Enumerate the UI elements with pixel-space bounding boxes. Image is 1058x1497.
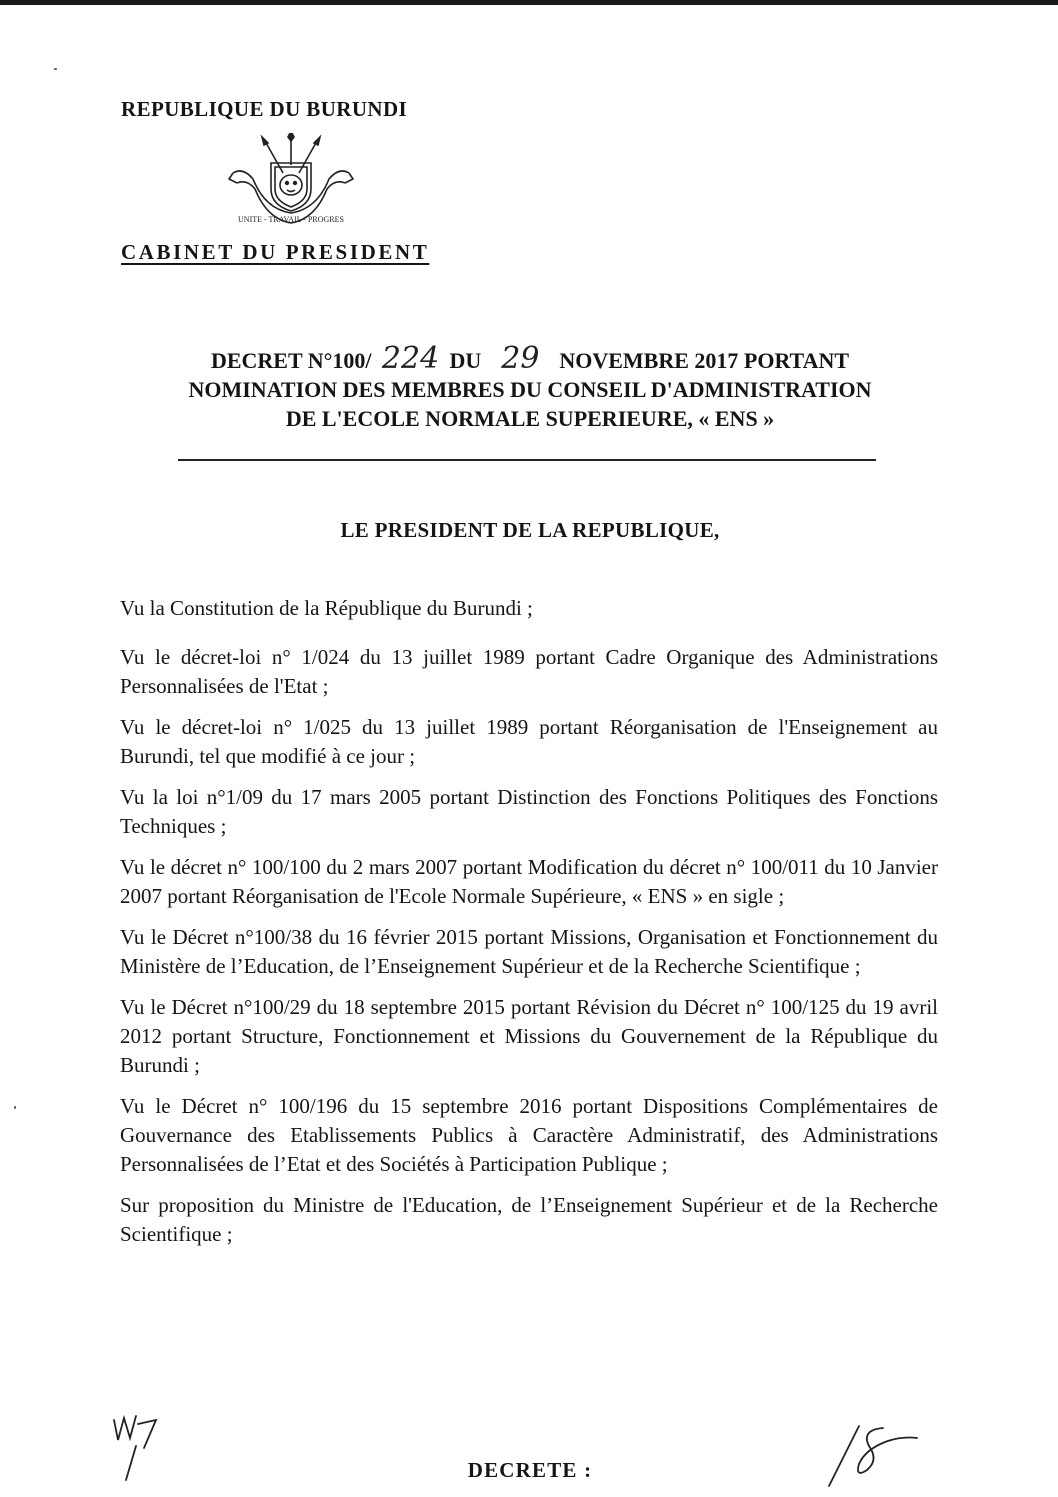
handwritten-decree-number: 224 [381, 341, 440, 376]
decree-prefix: DECRET N°100/ [210, 348, 372, 373]
consideration-paragraph: Vu le décret-loi n° 1/024 du 13 juillet 1989 portant Cadre Organique des Administrations Personnalisées de l'Etat ; [120, 645, 938, 698]
consideration-paragraph: Vu le Décret n°100/29 du 18 septembre 2015 portant Révision du Décret n° 100/125 du 19 avril 2012 portant Structure, Fonctionnement et Missions du Gouvernement de la République du Burundi ; [120, 995, 938, 1077]
decree-title [100, 341, 960, 433]
title-divider [178, 459, 876, 461]
consideration-paragraph: Vu le décret-loi n° 1/025 du 13 juillet 1989 portant Réorganisation de l'Enseignement au Burundi, tel que modifié à ce jour ; [120, 715, 938, 768]
decree-title-line-2: NOMINATION DES MEMBRES DU CONSEIL D'ADMINISTRATION [188, 377, 872, 402]
handwritten-initials-left [110, 1412, 170, 1484]
cabinet-heading: CABINET DU PRESIDENT [121, 240, 430, 264]
scan-top-edge [0, 0, 1058, 5]
handwritten-initials-right [825, 1420, 920, 1490]
decree-title-line-3: DE L'ECOLE NORMALE SUPERIEURE, « ENS » [285, 406, 775, 431]
scan-speck [54, 68, 57, 70]
consideration-paragraph: Vu le Décret n° 100/196 du 15 septembre 2016 portant Dispositions Complémentaires de Gouvernance des Etablissements Publics à Caractère Administratif, des Administrations Personnalisées de l’Etat et des Sociétés à Participation Publique ; [120, 1094, 938, 1176]
emblem-motto: UNITE - TRAVAIL - PROGRES [238, 215, 344, 224]
decrete-heading: DECRETE : [467, 1458, 593, 1482]
consideration-paragraph: Sur proposition du Ministre de l'Education, de l’Enseignement Supérieur et de la Recherche Scientifique ; [120, 1193, 938, 1246]
coat-of-arms-emblem [225, 133, 357, 235]
consideration-paragraph: Vu la loi n°1/09 du 17 mars 2005 portant Distinction des Fonctions Politiques des Fonctions Techniques ; [120, 785, 938, 838]
scan-speck [14, 1106, 16, 1109]
consideration-paragraph: Vu la Constitution de la République du Burundi ; [120, 596, 533, 620]
republic-heading: REPUBLIQUE DU BURUNDI [121, 97, 408, 121]
handwritten-day: 29 [501, 341, 540, 376]
decree-date-rest: NOVEMBRE 2017 PORTANT [559, 348, 850, 373]
consideration-paragraph: Vu le décret n° 100/100 du 2 mars 2007 portant Modification du décret n° 100/011 du 10 Janvier 2007 portant Réorganisation de l'Ecole Normale Supérieure, « ENS » en sigle ; [120, 855, 938, 908]
consideration-paragraph: Vu le Décret n°100/38 du 16 février 2015 portant Missions, Organisation et Fonctionnement du Ministère de l’Education, de l’Enseignement Supérieur et de la Recherche Scientifique ; [120, 925, 938, 978]
decree-du: DU [449, 348, 482, 373]
considerations-list [120, 594, 938, 1261]
decree-title-line-1 [100, 341, 960, 376]
president-heading: LE PRESIDENT DE LA REPUBLIQUE, [340, 518, 720, 542]
